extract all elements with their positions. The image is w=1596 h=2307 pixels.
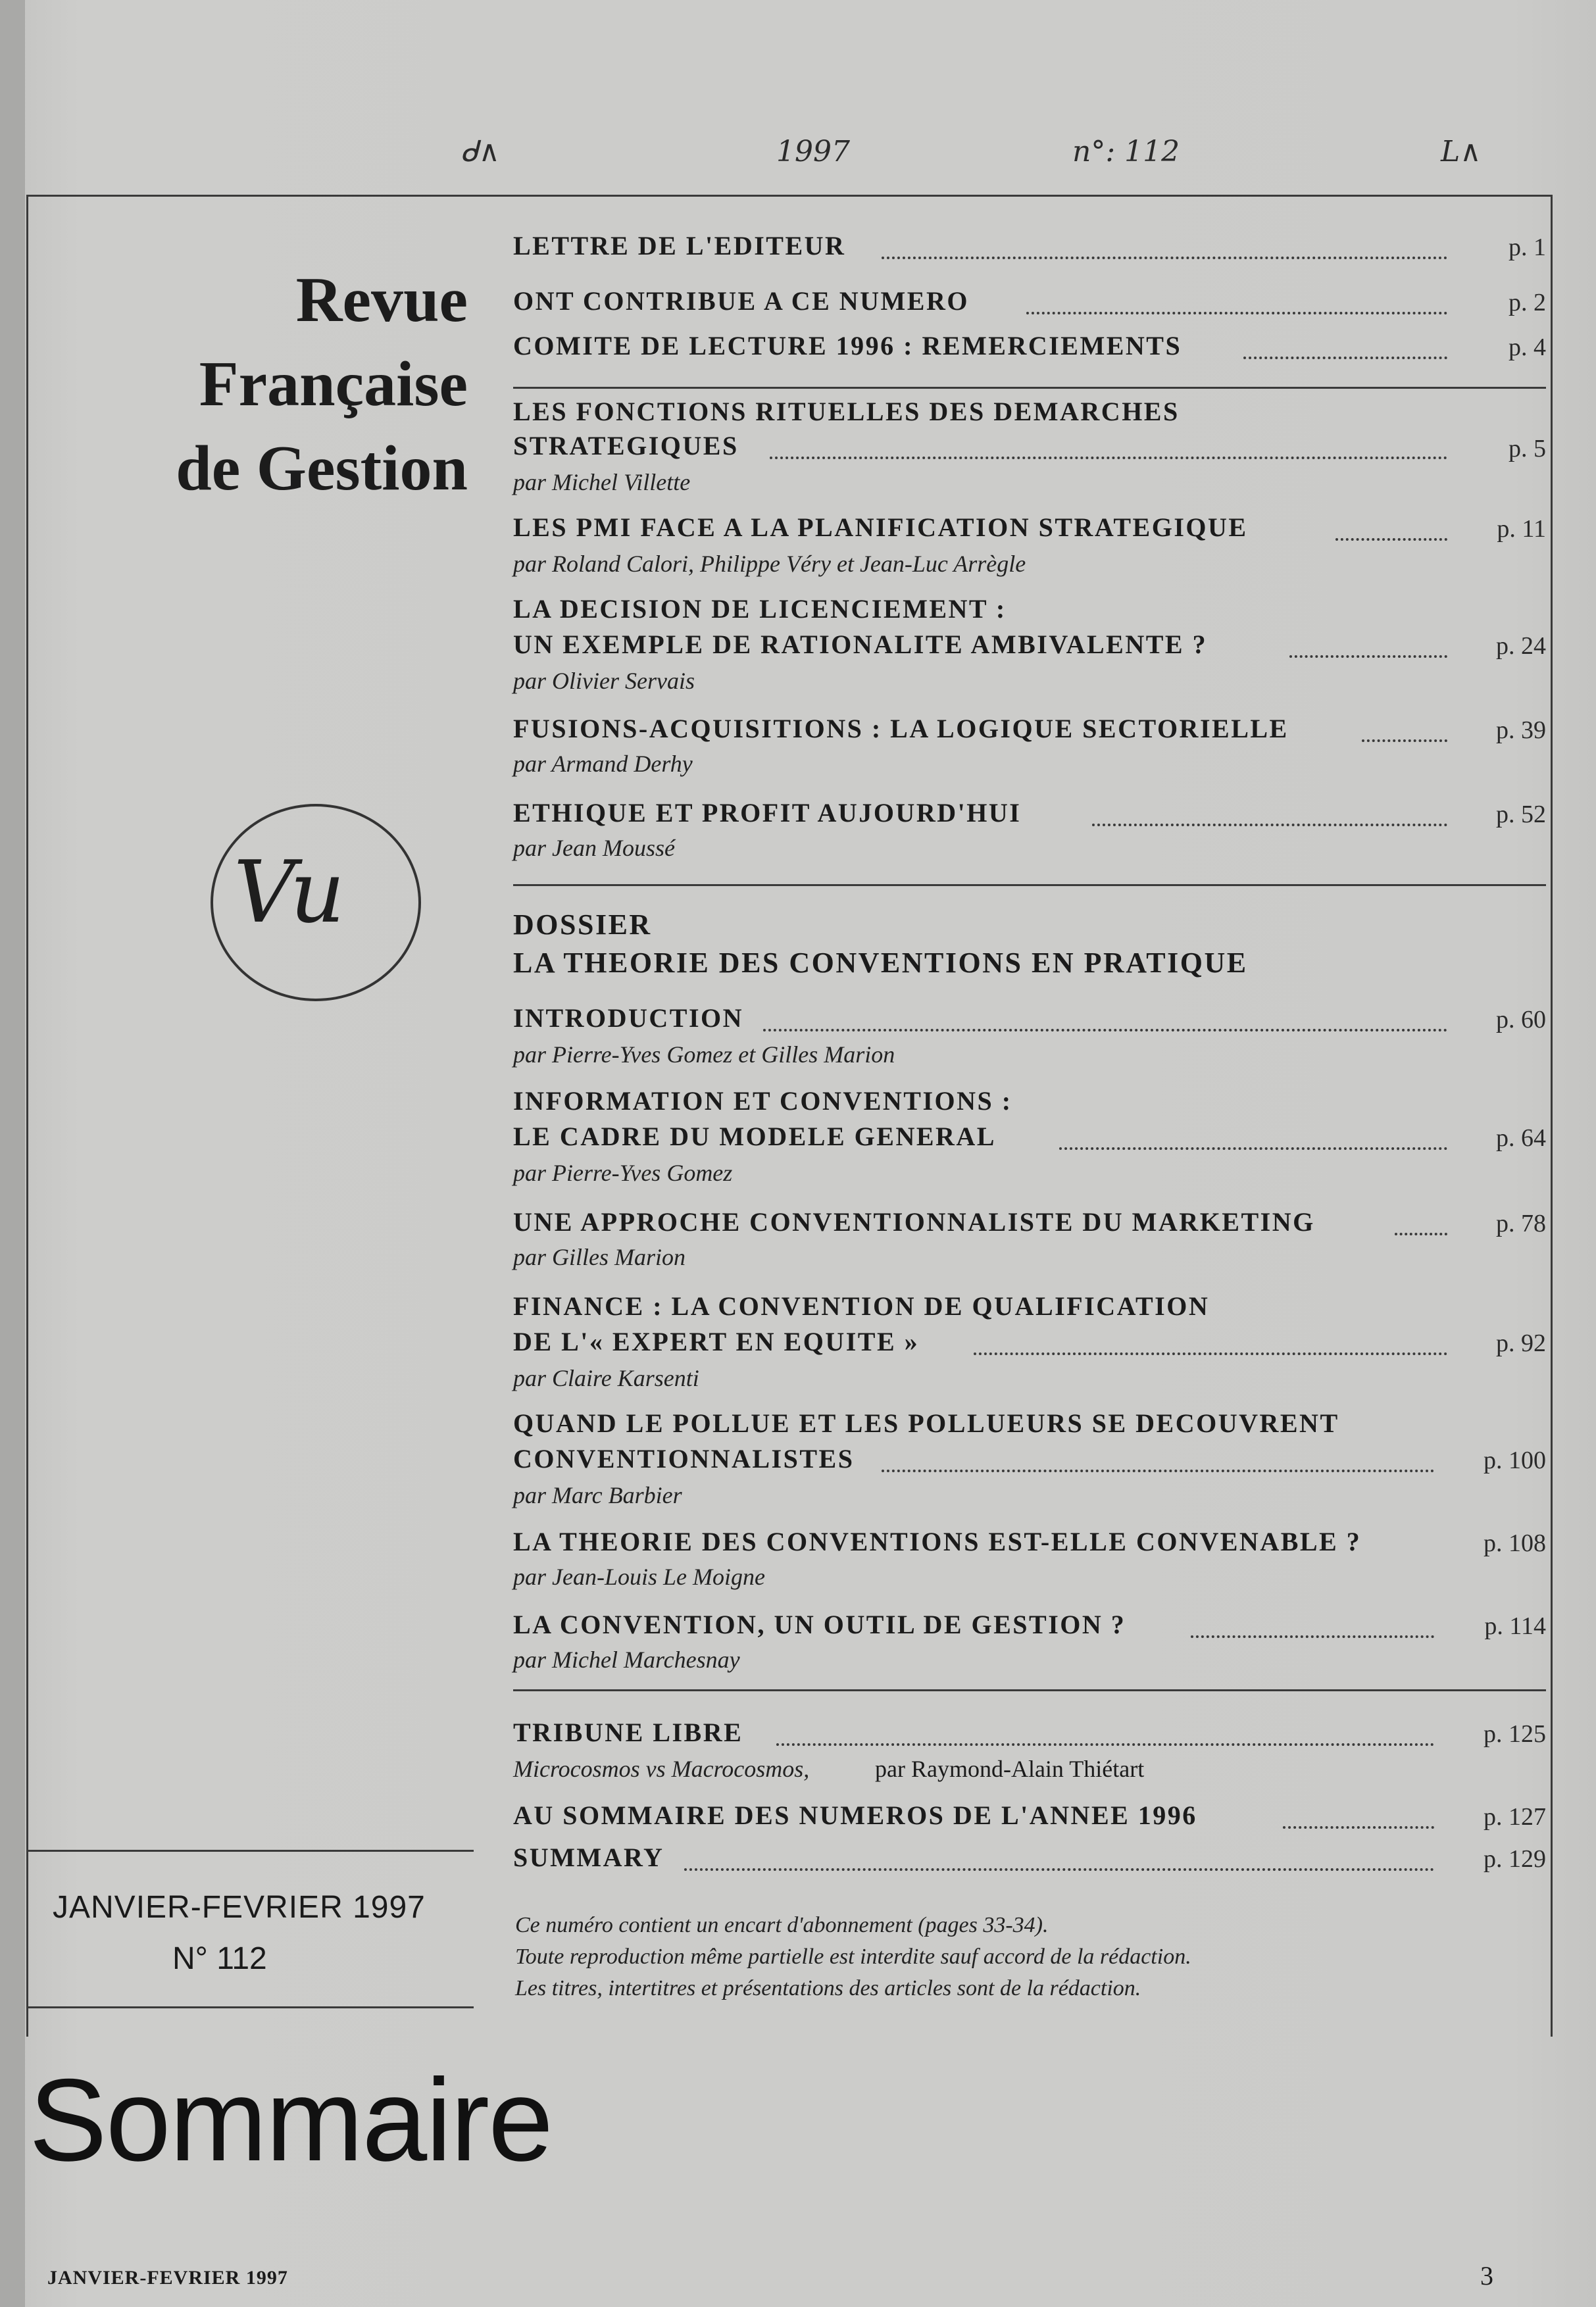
toc-title: ETHIQUE ET PROFIT AUJOURD'HUI <box>513 798 1022 828</box>
footer-date: JANVIER-FEVRIER 1997 <box>47 2267 288 2289</box>
tribune-author: par Raymond-Alain Thiétart <box>875 1756 1145 1782</box>
toc-title-line-2: CONVENTIONNALISTES <box>513 1444 855 1474</box>
toc-page: p. 1 <box>1509 234 1546 261</box>
toc-author: par Claire Karsenti <box>513 1365 699 1391</box>
toc-title: COMITE DE LECTURE 1996 : REMERCIEMENTS <box>513 331 1182 360</box>
toc-page: p. 11 <box>1497 515 1546 543</box>
toc-author: par Roland Calori, Philippe Véry et Jean-Luc Arrègle <box>513 551 1026 577</box>
leader-dots <box>1395 1233 1447 1235</box>
toc-title: LETTRE DE L'EDITEUR <box>513 231 846 260</box>
toc-page: p. 127 <box>1484 1803 1546 1831</box>
toc-title-line-2: STRATEGIQUES <box>513 431 739 460</box>
note-line: Ce numéro contient un encart d'abonnement (pages 33-34). <box>515 1913 1049 1937</box>
leader-dots <box>1026 312 1447 314</box>
toc-title: LA THEORIE DES CONVENTIONS EST-ELLE CONVENABLE ? <box>513 1527 1362 1556</box>
leader-dots <box>776 1743 1434 1746</box>
leader-dots <box>882 257 1447 259</box>
leader-dots <box>1283 1826 1434 1829</box>
toc-page: p. 39 <box>1496 716 1546 744</box>
toc-page: p. 108 <box>1484 1529 1546 1557</box>
toc-title-line-1: FINANCE : LA CONVENTION DE QUALIFICATION <box>513 1291 1210 1321</box>
handwritten-note-4: L∧ <box>1441 135 1482 168</box>
handwritten-note-3: n°: 112 <box>1072 135 1180 168</box>
issue-number: N° 112 <box>172 1941 267 1976</box>
toc-page: p. 92 <box>1496 1329 1546 1357</box>
dossier-label: DOSSIER <box>513 908 652 941</box>
dossier-title: LA THEORIE DES CONVENTIONS EN PRATIQUE <box>513 947 1248 979</box>
toc-title-line-2: UN EXEMPLE DE RATIONALITE AMBIVALENTE ? <box>513 630 1208 659</box>
leader-dots <box>974 1352 1447 1355</box>
toc-title-line-1: QUAND LE POLLUE ET LES POLLUEURS SE DECOUVRENT <box>513 1408 1339 1438</box>
leader-dots <box>1362 739 1447 742</box>
toc-title: TRIBUNE LIBRE <box>513 1718 743 1747</box>
leader-dots <box>1059 1147 1447 1150</box>
toc-title: LES PMI FACE A LA PLANIFICATION STRATEGIQUE <box>513 512 1248 542</box>
leader-dots <box>882 1470 1434 1472</box>
divider <box>513 1689 1546 1691</box>
page-number: 3 <box>1480 2261 1493 2291</box>
toc-title: SUMMARY <box>513 1843 664 1872</box>
toc-author: par Pierre-Yves Gomez <box>513 1160 733 1186</box>
leader-dots <box>1289 655 1447 658</box>
toc-author: par Jean Moussé <box>513 835 675 861</box>
toc-title-line-1: INFORMATION ET CONVENTIONS : <box>513 1086 1012 1116</box>
toc-page: p. 78 <box>1496 1210 1546 1237</box>
toc-title-line-2: LE CADRE DU MODELE GENERAL <box>513 1122 996 1151</box>
issue-date: JANVIER-FEVRIER 1997 <box>53 1890 426 1925</box>
leader-dots <box>770 457 1447 459</box>
toc-page: p. 2 <box>1509 289 1546 316</box>
toc-page: p. 52 <box>1496 801 1546 828</box>
toc-title-line-2: DE L'« EXPERT EN EQUITE » <box>513 1327 920 1356</box>
leader-dots <box>684 1868 1434 1871</box>
toc-page: p. 60 <box>1496 1006 1546 1033</box>
leader-dots <box>1243 357 1447 359</box>
section-title: Sommaire <box>29 2054 553 2185</box>
handwritten-note-1: ᑯ∧ <box>461 135 500 168</box>
toc-page: p. 114 <box>1484 1612 1546 1640</box>
leader-dots <box>763 1029 1447 1031</box>
toc-title: INTRODUCTION <box>513 1003 744 1033</box>
toc-author: par Armand Derhy <box>513 751 693 777</box>
note-line: Les titres, intertitres et présentations des articles sont de la rédaction. <box>515 1976 1141 2000</box>
toc-title: FUSIONS-ACQUISITIONS : LA LOGIQUE SECTORIELLE <box>513 714 1289 743</box>
note-line: Toute reproduction même partielle est interdite sauf accord de la rédaction. <box>515 1945 1191 1969</box>
masthead-line-2: Française <box>199 349 468 420</box>
leader-dots <box>1335 538 1447 541</box>
toc-title: AU SOMMAIRE DES NUMEROS DE L'ANNEE 1996 <box>513 1800 1197 1830</box>
editorial-notes <box>515 1910 1191 2004</box>
toc-title: UNE APPROCHE CONVENTIONNALISTE DU MARKETING <box>513 1207 1315 1237</box>
toc-author: par Gilles Marion <box>513 1244 686 1270</box>
toc-title-line-1: LA DECISION DE LICENCIEMENT : <box>513 594 1007 624</box>
toc-author: par Olivier Servais <box>513 668 695 694</box>
toc-title: LA CONVENTION, UN OUTIL DE GESTION ? <box>513 1610 1126 1639</box>
divider <box>513 387 1546 389</box>
toc-author: par Marc Barbier <box>513 1482 682 1508</box>
toc-page: p. 64 <box>1496 1124 1546 1152</box>
toc-author: par Michel Villette <box>513 469 691 495</box>
masthead-line-3: de Gestion <box>176 433 468 504</box>
toc-title: ONT CONTRIBUE A CE NUMERO <box>513 286 969 316</box>
left-rule-top <box>26 1850 474 1852</box>
masthead <box>7 258 468 510</box>
toc-author: par Jean-Louis Le Moigne <box>513 1564 765 1590</box>
toc-page: p. 4 <box>1509 334 1546 361</box>
handwritten-note-2: 1997 <box>776 135 850 168</box>
toc-page: p. 125 <box>1484 1720 1546 1748</box>
toc-page: p. 5 <box>1509 435 1546 462</box>
vu-stamp-text: Vu <box>234 842 345 942</box>
left-rule-bottom <box>26 2006 474 2008</box>
leader-dots <box>1092 824 1447 826</box>
leader-dots <box>1191 1635 1434 1638</box>
divider <box>513 884 1546 886</box>
toc-author: par Michel Marchesnay <box>513 1647 740 1673</box>
toc-page: p. 24 <box>1496 632 1546 660</box>
toc-page: p. 100 <box>1484 1447 1546 1474</box>
tribune-subtitle: Microcosmos vs Macrocosmos, <box>513 1756 810 1782</box>
toc-author: par Pierre-Yves Gomez et Gilles Marion <box>513 1041 895 1068</box>
toc-page: p. 129 <box>1484 1845 1546 1873</box>
toc-title-line-1: LES FONCTIONS RITUELLES DES DEMARCHES <box>513 397 1180 426</box>
masthead-line-1: Revue <box>295 264 468 335</box>
